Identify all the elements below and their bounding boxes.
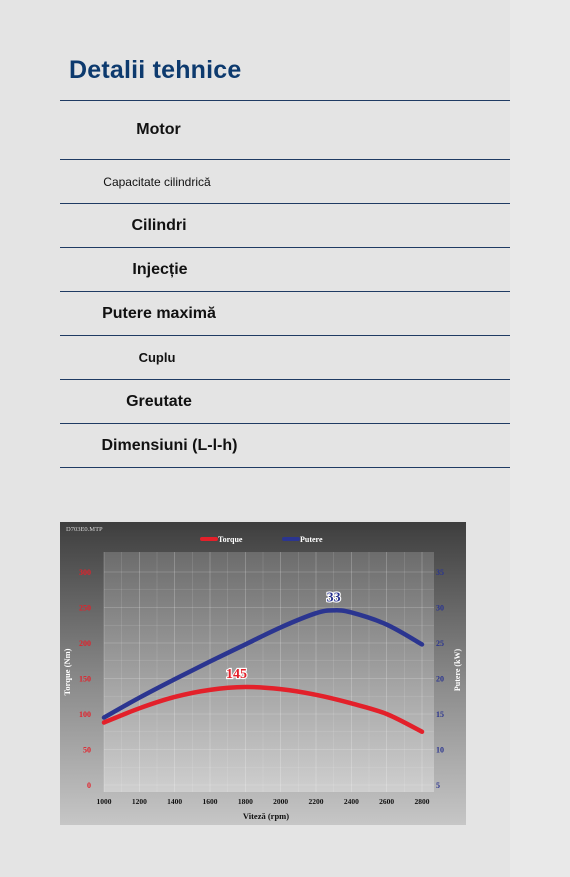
- y2-tick-label: 20: [436, 674, 444, 684]
- x-tick-label: 2600: [379, 797, 395, 806]
- y2-tick-label: 35: [436, 568, 444, 577]
- y-tick-label: 50: [83, 745, 91, 755]
- model-label: D703E0.MTP: [66, 526, 103, 533]
- x-tick-label: 1600: [202, 797, 218, 806]
- spec-label: Dimensiuni (L-l-h): [101, 436, 238, 454]
- x-tick-label: 1000: [96, 797, 112, 806]
- spec-row-dimensiuni: [60, 423, 510, 468]
- x-tick-label: 1800: [237, 797, 253, 806]
- y-axis-label: Torque (Nm): [62, 648, 72, 696]
- peak-label-torque: 145: [226, 667, 247, 683]
- y2-tick-label: 5: [436, 781, 440, 790]
- performance-chart: [60, 522, 466, 825]
- peak-label-putere: 33: [326, 590, 341, 606]
- spec-label: Cuplu: [138, 350, 176, 365]
- spec-row-greutate: [60, 379, 510, 423]
- x-tick-label: 2800: [414, 797, 430, 806]
- y2-tick-label: 25: [436, 639, 444, 648]
- y-tick-label: 0: [87, 781, 91, 790]
- y2-axis-label: Putere (kW): [453, 648, 462, 692]
- y2-tick-label: 15: [436, 710, 444, 719]
- x-tick-label: 2000: [273, 797, 289, 806]
- y-tick-label: 150: [79, 674, 91, 684]
- spec-row-capacitate: [60, 159, 510, 203]
- y-tick-label: 250: [79, 603, 91, 613]
- y2-tick-label: 10: [436, 745, 444, 755]
- spec-label: Greutate: [126, 392, 192, 410]
- page-title: Detalii tehnice: [69, 56, 242, 84]
- spec-row-injectie: [60, 247, 510, 291]
- spec-label: Motor: [136, 121, 181, 138]
- spec-row-motor: [60, 100, 510, 159]
- side-strip: [510, 0, 570, 877]
- spec-table: [60, 100, 510, 468]
- y2-tick-label: 30: [436, 603, 444, 613]
- spec-row-cilindri: [60, 203, 510, 247]
- x-tick-label: 1400: [167, 797, 183, 806]
- legend-torque: Torque: [218, 535, 243, 544]
- spec-label: Putere maximă: [102, 304, 216, 322]
- spec-row-putere: [60, 291, 510, 335]
- y-tick-label: 200: [79, 639, 91, 648]
- y-tick-label: 300: [79, 568, 91, 577]
- x-tick-label: 2400: [343, 797, 359, 806]
- spec-row-cuplu: [60, 335, 510, 379]
- y-tick-label: 100: [79, 710, 91, 719]
- spec-label: Injecție: [132, 260, 188, 278]
- legend-power: Putere: [300, 535, 323, 544]
- x-tick-label: 2200: [308, 797, 324, 806]
- x-axis-label: Viteză (rpm): [242, 811, 290, 821]
- plot-area: [104, 552, 434, 792]
- spec-label: Cilindri: [131, 216, 187, 234]
- spec-label: Capacitate cilindrică: [103, 174, 211, 189]
- x-tick-label: 1200: [131, 797, 147, 806]
- performance-chart-svg: [60, 522, 466, 825]
